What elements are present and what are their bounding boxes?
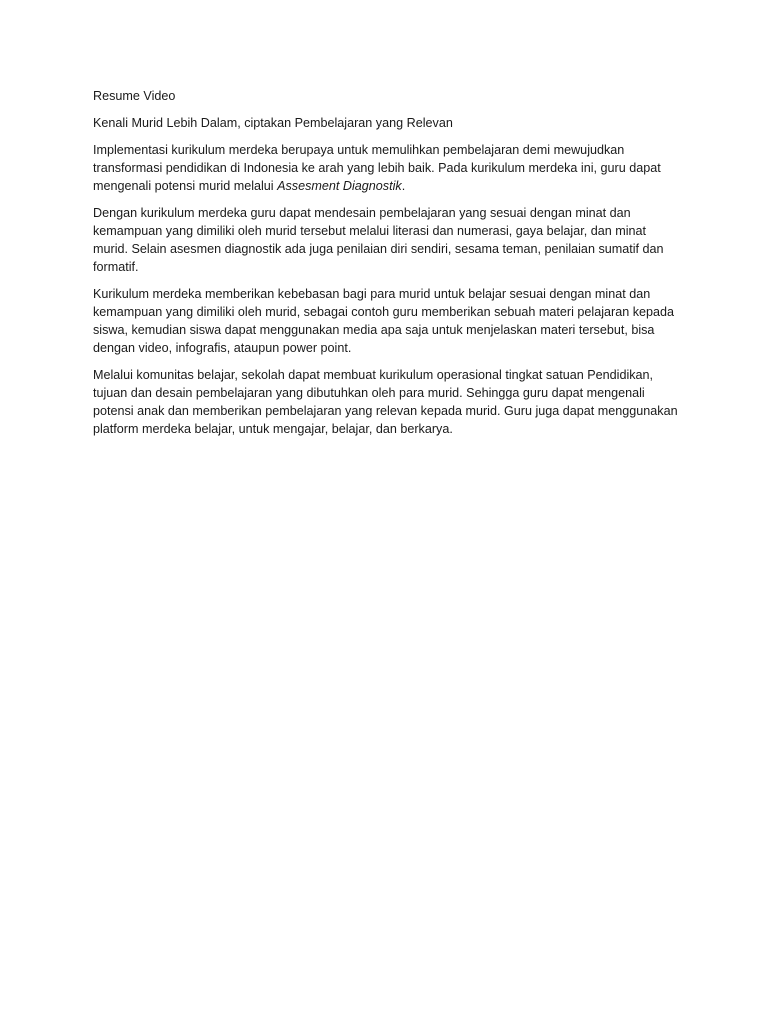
document-heading: Resume Video <box>93 89 176 103</box>
paragraph-2: Dengan kurikulum merdeka guru dapat mendesain pembelajaran yang sesuai dengan minat dan kemampuan yang dimiliki oleh murid tersebut melalui literasi dan numerasi, gaya belajar, dan minat murid. Selain asesmen diagnostik ada juga penilaian diri sendiri, sesama teman, penilaian sumatif dan formatif. <box>93 206 664 274</box>
paragraph-1-text: Implementasi kurikulum merdeka berupaya untuk memulihkan pembelajaran demi mewujudkan transformasi pendidikan di Indonesia ke arah yang lebih baik. Pada kurikulum merdeka ini, guru dapat mengenali potensi murid melalui <box>93 143 661 193</box>
paragraph-1 <box>93 141 683 195</box>
document-body <box>93 87 683 447</box>
paragraph-4: Melalui komunitas belajar, sekolah dapat membuat kurikulum operasional tingkat satuan Pendidikan, tujuan dan desain pembelajaran yang dibutuhkan oleh para murid. Sehingga guru dapat mengenali potensi anak dan memberikan pembelajaran yang relevan kepada murid. Guru juga dapat menggunakan platform merdeka belajar, untuk mengajar, belajar, dan berkarya. <box>93 368 678 436</box>
document-subtitle: Kenali Murid Lebih Dalam, ciptakan Pembelajaran yang Relevan <box>93 116 453 130</box>
paragraph-1-end: . <box>401 179 406 193</box>
paragraph-3: Kurikulum merdeka memberikan kebebasan bagi para murid untuk belajar sesuai dengan minat dan kemampuan yang dimiliki oleh murid, sebagai contoh guru memberikan sebuah materi pelajaran kepada siswa, kemudian siswa dapat menggunakan media apa saja untuk menjelaskan materi tersebut, bisa dengan video, infografis, ataupun power point. <box>93 287 675 355</box>
paragraph-1-italic-term: Assesment Diagnostik <box>277 179 402 193</box>
